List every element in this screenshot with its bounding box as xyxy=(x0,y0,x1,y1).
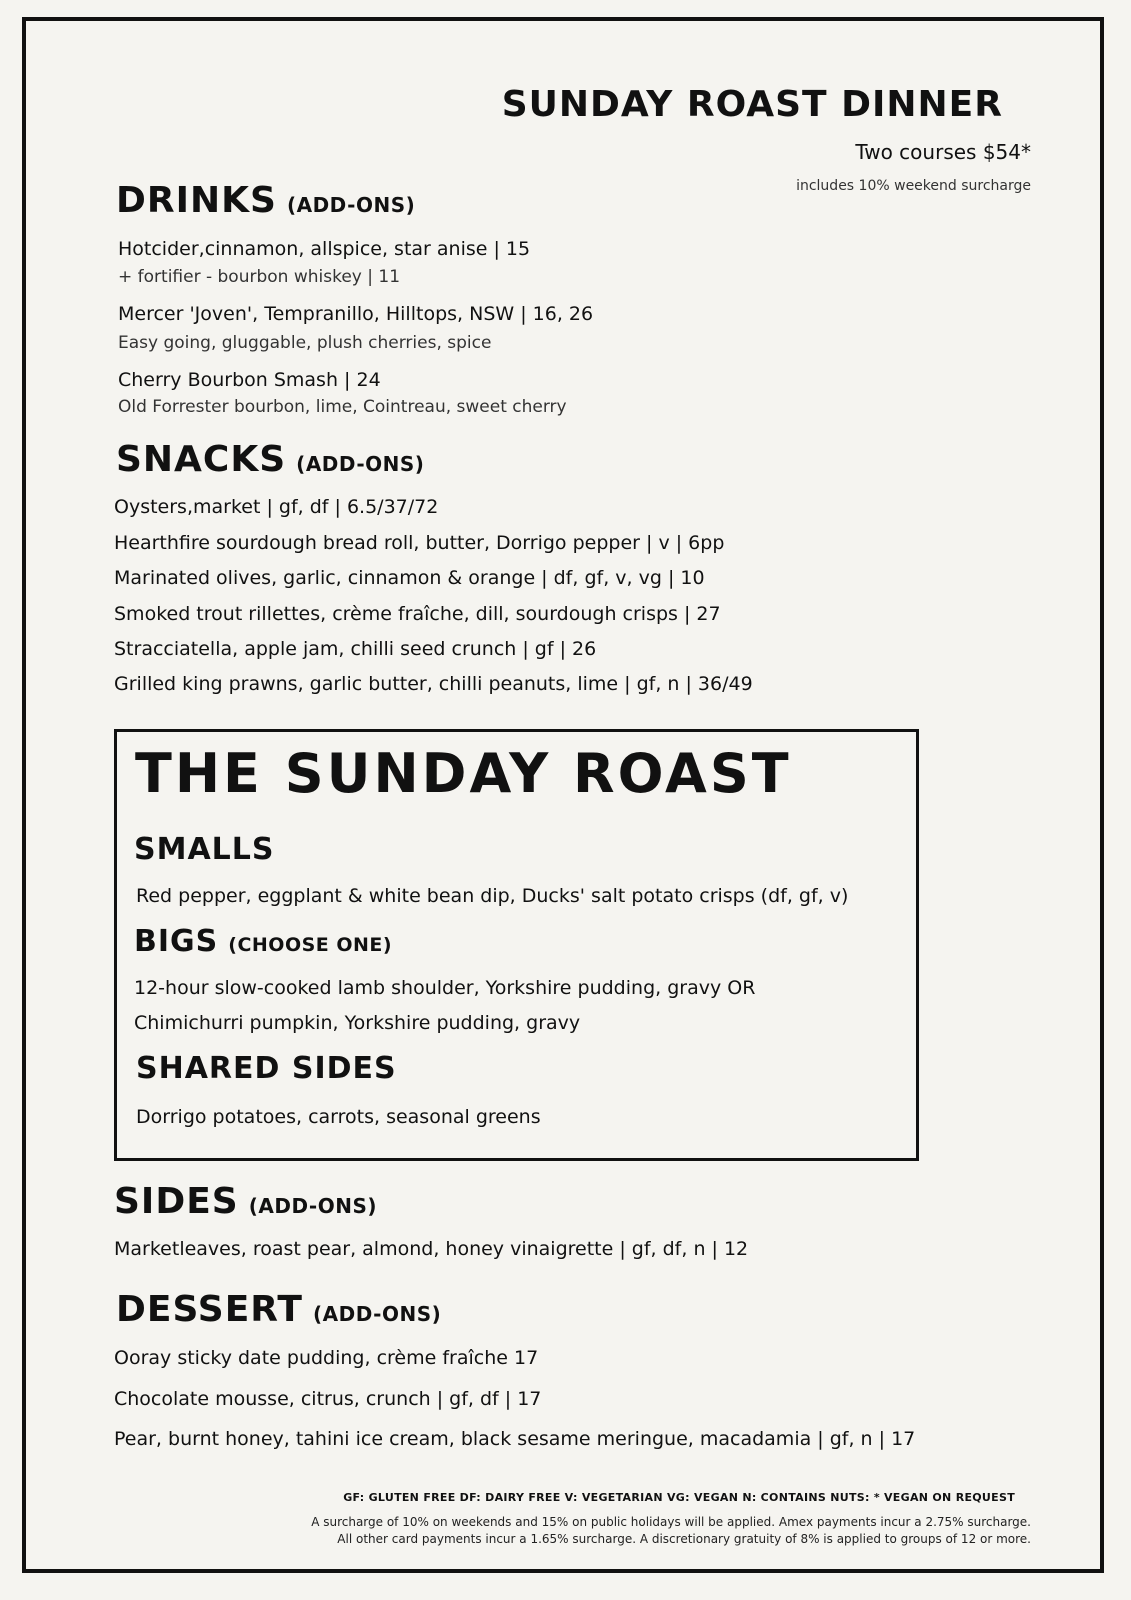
drink-item-name: Hotcider,cinnamon, allspice, star anise | 15 xyxy=(118,238,531,260)
dessert-title: DESSERT xyxy=(116,1289,303,1330)
snack-item: Grilled king prawns, garlic butter, chilli peanuts, lime | gf, n | 36/49 xyxy=(114,673,753,695)
dietary-legend: GF: GLUTEN FREE DF: DAIRY FREE V: VEGETARIAN VG: VEGAN N: CONTAINS NUTS: * VEGAN ON REQUEST xyxy=(343,1491,1015,1504)
smalls-heading: SMALLS xyxy=(134,832,275,867)
snacks-title: SNACKS xyxy=(116,439,287,480)
drinks-tag: (ADD-ONS) xyxy=(286,193,416,217)
drink-item-desc: Easy going, gluggable, plush cherries, spice xyxy=(118,333,492,353)
bigs-title: BIGS xyxy=(134,924,219,959)
dessert-heading xyxy=(116,1290,441,1334)
bigs-item: 12-hour slow-cooked lamb shoulder, Yorkshire pudding, gravy OR xyxy=(134,977,756,999)
sides-heading xyxy=(114,1182,377,1226)
drinks-heading xyxy=(116,181,415,225)
shared-sides-item: Dorrigo potatoes, carrots, seasonal greens xyxy=(136,1106,541,1128)
sides-title: SIDES xyxy=(114,1181,239,1222)
snack-item: Stracciatella, apple jam, chilli seed crunch | gf | 26 xyxy=(114,638,597,660)
surcharge-fine-print-2: All other card payments incur a 1.65% surcharge. A discretionary gratuity of 8% is applied to groups of 12 or more. xyxy=(337,1532,1031,1546)
snacks-heading xyxy=(116,440,424,484)
bigs-tag: (CHOOSE ONE) xyxy=(228,934,393,956)
bigs-item: Chimichurri pumpkin, Yorkshire pudding, gravy xyxy=(134,1012,581,1034)
dessert-tag: (ADD-ONS) xyxy=(312,1302,442,1326)
snacks-tag: (ADD-ONS) xyxy=(296,452,425,476)
drink-item-desc: + fortifier - bourbon whiskey | 11 xyxy=(118,267,401,287)
menu-title: SUNDAY ROAST DINNER xyxy=(501,84,1003,125)
drink-item-name: Cherry Bourbon Smash | 24 xyxy=(118,369,381,391)
dessert-item: Pear, burnt honey, tahini ice cream, black sesame meringue, macadamia | gf, n | 17 xyxy=(114,1428,916,1450)
menu-price: Two courses $54* xyxy=(855,140,1031,164)
dessert-item: Ooray sticky date pudding, crème fraîche 17 xyxy=(114,1347,539,1369)
bigs-heading xyxy=(134,925,392,962)
smalls-item: Red pepper, eggplant & white bean dip, Ducks' salt potato crisps (df, gf, v) xyxy=(136,885,849,907)
snack-item: Smoked trout rillettes, crème fraîche, dill, sourdough crisps | 27 xyxy=(114,603,721,625)
sides-tag: (ADD-ONS) xyxy=(248,1194,378,1218)
snack-item: Marinated olives, garlic, cinnamon & orange | df, gf, v, vg | 10 xyxy=(114,567,705,589)
sunday-roast-box xyxy=(114,729,919,1161)
weekend-surcharge-note: includes 10% weekend surcharge xyxy=(796,178,1031,194)
sides-item: Marketleaves, roast pear, almond, honey vinaigrette | gf, df, n | 12 xyxy=(114,1238,749,1260)
surcharge-fine-print-1: A surcharge of 10% on weekends and 15% on public holidays will be applied. Amex payments incur a 2.75% surcharge. xyxy=(311,1515,1031,1529)
snack-item: Oysters,market | gf, df | 6.5/37/72 xyxy=(114,496,439,518)
drink-item-desc: Old Forrester bourbon, lime, Cointreau, sweet cherry xyxy=(118,397,567,417)
drinks-title: DRINKS xyxy=(116,180,277,221)
snack-item: Hearthfire sourdough bread roll, butter, Dorrigo pepper | v | 6pp xyxy=(114,532,725,554)
shared-sides-heading: SHARED SIDES xyxy=(136,1051,397,1086)
dessert-item: Chocolate mousse, citrus, crunch | gf, df | 17 xyxy=(114,1388,542,1410)
sunday-roast-title: THE SUNDAY ROAST xyxy=(135,742,792,805)
drink-item-name: Mercer 'Joven', Tempranillo, Hilltops, NSW | 16, 26 xyxy=(118,303,594,325)
